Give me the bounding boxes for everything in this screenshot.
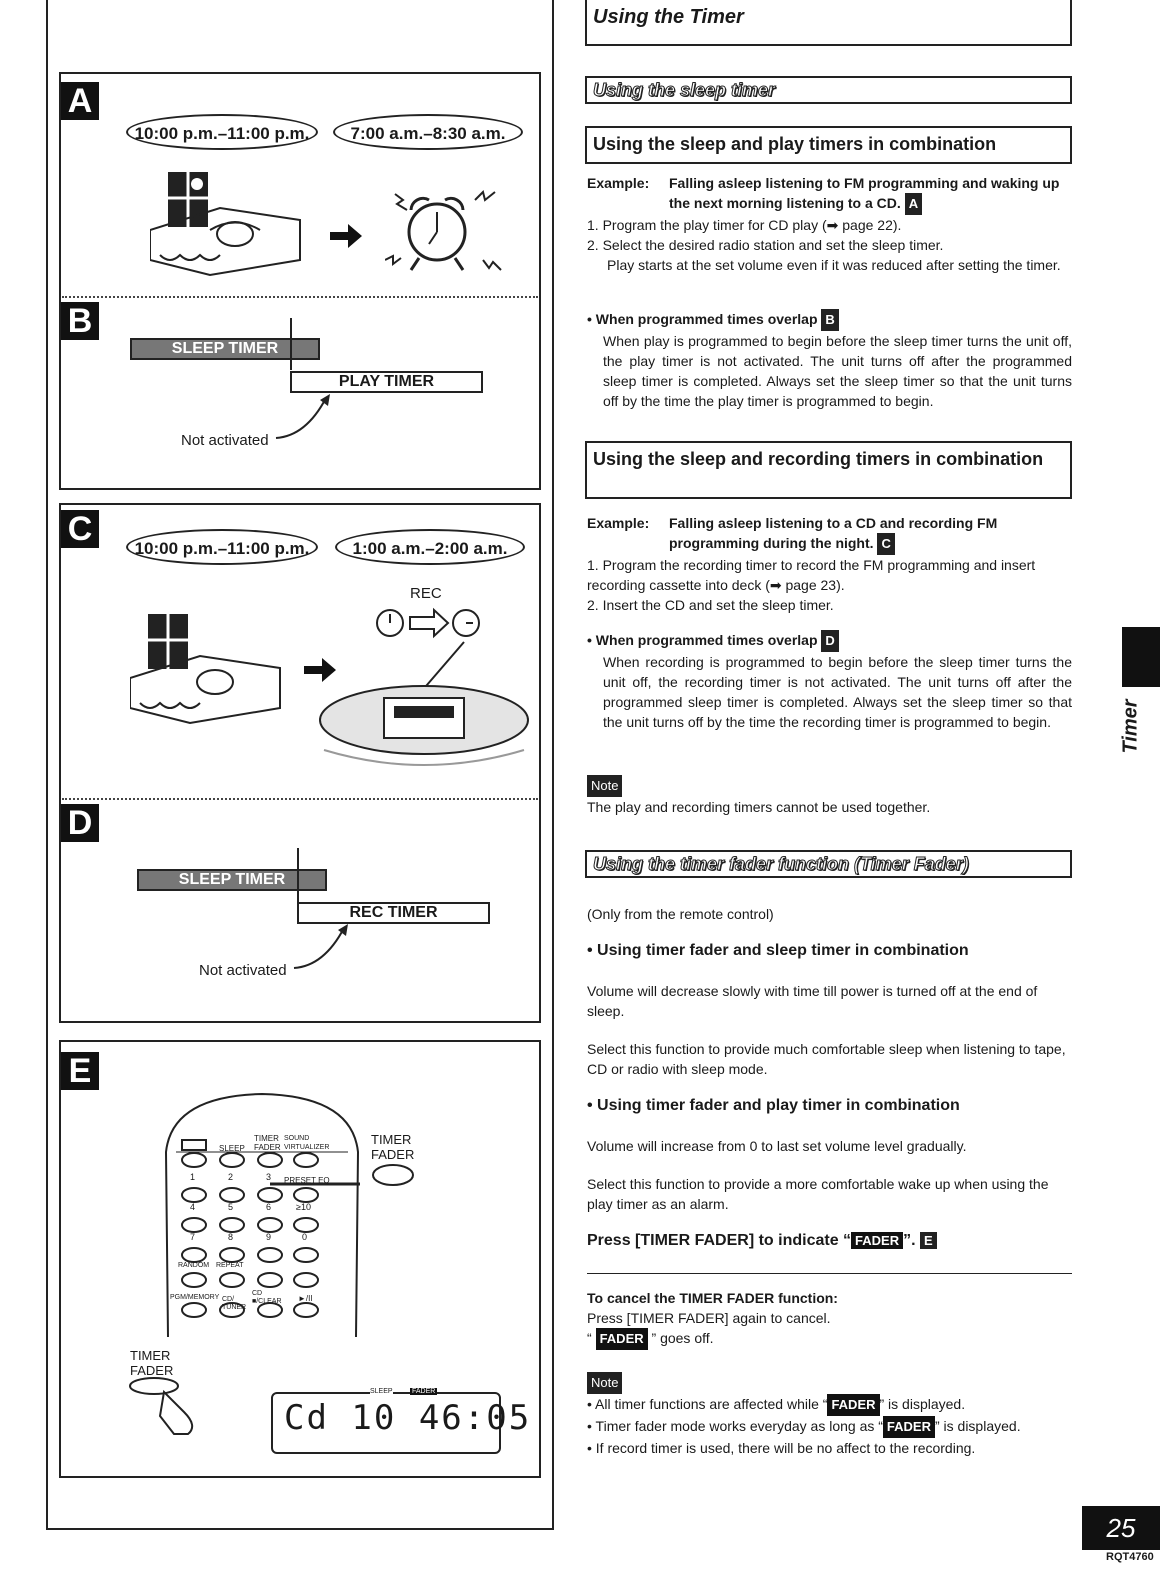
fader-sleep-p1: Volume will decrease slowly with time till power is turned off at the end of sleep. xyxy=(587,983,1038,1019)
overlap-2-text: When recording is programmed to begin before the sleep timer turns the unit off, the recording timer is not activated. The unit turns off after the programmed sleep timer is completed. Always set the sleep timer so that the unit turns off by the time the recording timer is programmed to begin. xyxy=(603,654,1072,730)
not-activated-label-d: Not activated xyxy=(199,962,287,979)
arrow-right-icon xyxy=(328,222,364,250)
press-post: ”. xyxy=(903,1232,916,1249)
remote-key-9: 9 xyxy=(266,1232,272,1242)
remote-key-1: 1 xyxy=(190,1172,196,1182)
note-2-item-1-post: ” is displayed. xyxy=(879,1396,966,1412)
step-2-1: 1. Program the recording timer to record the FM programming and insert recording cassette into deck (➡ page 23). xyxy=(587,557,1036,593)
remote-key-3: 3 xyxy=(266,1172,272,1182)
remote-key-0: 0 xyxy=(302,1232,308,1242)
remote-key-4: 4 xyxy=(190,1202,196,1212)
step-2: 2. Select the desired radio station and set the sleep timer. xyxy=(587,237,944,253)
ref-b: B xyxy=(821,309,838,331)
note-2-item-1: • All timer functions are affected while “ FADER ” is displayed. xyxy=(587,1394,1072,1416)
sleep-timer-bar: SLEEP TIMER xyxy=(130,338,320,360)
fader-badge-4: FADER xyxy=(883,1416,935,1438)
fader-sleep-head-text: Using timer fader and sleep timer in combination xyxy=(597,942,969,959)
panel-letter-c: C xyxy=(61,510,99,548)
press-pre: Press [TIMER FADER] to indicate “ xyxy=(587,1232,852,1249)
remote-key-5: 5 xyxy=(228,1202,234,1212)
step-2-detail: Play starts at the set volume even if it was reduced after setting the timer. xyxy=(607,257,1061,273)
overlap-2-head: When programmed times overlap xyxy=(595,632,818,648)
panel-letter-b: B xyxy=(61,302,99,340)
boombox-illustration xyxy=(314,640,534,770)
remote-label-sleep: SLEEP xyxy=(219,1144,245,1153)
sleeping-person-illustration-c xyxy=(130,608,300,728)
ref-d: D xyxy=(821,630,838,652)
side-tab-label: Timer xyxy=(1119,699,1142,754)
remote-key-ge10: ≥10 xyxy=(296,1202,311,1212)
page-title-text: Using the Timer xyxy=(593,6,744,28)
note-2 xyxy=(587,1372,1072,1458)
note-2-item-2-post: ” is displayed. xyxy=(934,1418,1021,1434)
remote-label-clear: CD ■/CLEAR xyxy=(252,1290,282,1305)
time-oval-rec: 1:00 a.m.–2:00 a.m. xyxy=(335,529,525,565)
rec-timer-bar: REC TIMER xyxy=(297,902,490,924)
timer-fader-button-callout xyxy=(370,1162,416,1188)
pointer-arrow-d xyxy=(290,922,360,972)
time-oval-wake: 7:00 a.m.–8:30 a.m. xyxy=(333,114,523,150)
note-2-label: Note xyxy=(587,1372,622,1394)
not-activated-label: Not activated xyxy=(181,432,269,449)
ref-a: A xyxy=(905,193,922,215)
lcd-fader-indicator: FADER xyxy=(412,1388,436,1395)
alarm-clock-illustration xyxy=(385,180,505,280)
example-2-wrap xyxy=(669,513,1072,555)
time-oval-sleep: 10:00 p.m.–11:00 p.m. xyxy=(126,114,318,150)
note-1 xyxy=(587,775,1072,817)
sub-sleep-recording xyxy=(585,441,1072,499)
example-2-text: Falling asleep listening to a CD and recording FM programming during the night. xyxy=(669,515,998,551)
note-2-item-1-pre: All timer functions are affected while “ xyxy=(595,1396,828,1412)
overlap-1-text: When play is programmed to begin before the sleep timer turns the unit off, the play timer is not activated. The unit turns off after the programmed sleep timer is completed. Always set the sleep timer so that the unit turns off by the time the play timer is programmed to begin. xyxy=(603,333,1072,409)
remote-label-play: ►/II xyxy=(298,1294,313,1303)
sub-sleep-play xyxy=(585,126,1072,164)
section-sleep-timer-heading: Using the sleep timer xyxy=(585,76,1072,104)
example-1 xyxy=(587,173,1072,275)
example-2-label: Example: xyxy=(587,515,650,531)
sub-sleep-recording-text: Using the sleep and recording timers in combination xyxy=(593,449,1044,469)
note-label: Note xyxy=(587,775,622,797)
note-2-item-2: • Timer fader mode works everyday as long as “ FADER ” is displayed. xyxy=(587,1416,1072,1438)
press-instruction xyxy=(587,1232,937,1250)
cancel-l2-post: ” goes off. xyxy=(651,1330,714,1346)
cancel-line-2: “ FADER ” goes off. xyxy=(587,1328,1072,1350)
example-2 xyxy=(587,513,1072,615)
remote-label-timer-fader: TIMER FADER xyxy=(254,1134,281,1152)
remote-label-random: RANDOM xyxy=(178,1262,210,1269)
cancel-section xyxy=(587,1288,1072,1350)
sleeping-person-illustration xyxy=(150,160,320,280)
remote-label-cd-tuner: CD/ TUNER xyxy=(222,1296,247,1311)
play-timer-bar: PLAY TIMER xyxy=(290,371,483,393)
lcd-readout: Cd 10 46:05 xyxy=(284,1398,532,1438)
fader-play-p2: Select this function to provide a more comfortable wake up when using the play timer as an alarm. xyxy=(587,1176,1049,1212)
panel-letter-e: E xyxy=(61,1052,99,1090)
remote-key-6: 6 xyxy=(266,1202,272,1212)
fader-play-head: • Using timer fader and play timer in combination xyxy=(587,1097,960,1114)
side-tab-marker xyxy=(1122,627,1160,687)
remote-label-preset-eq: PRESET EQ xyxy=(284,1176,330,1185)
remote-label-repeat: REPEAT xyxy=(216,1262,244,1269)
page-title xyxy=(585,0,1072,46)
overlap-1-head: When programmed times overlap xyxy=(595,311,818,327)
panel-letter-d: D xyxy=(61,804,99,842)
remote-key-2: 2 xyxy=(228,1172,234,1182)
ref-c: C xyxy=(877,533,894,555)
hand-pressing-icon xyxy=(124,1376,214,1436)
timeline-tick xyxy=(290,318,292,370)
remote-key-7: 7 xyxy=(190,1232,196,1242)
fader-badge: FADER xyxy=(851,1232,903,1249)
page-number: 25 xyxy=(1082,1506,1160,1550)
fader-sleep-p2: Select this function to provide much comfortable sleep when listening to tape, CD or radio with sleep mode. xyxy=(587,1041,1066,1077)
sleep-timer-bar-d: SLEEP TIMER xyxy=(137,869,327,891)
rec-label: REC xyxy=(410,585,442,602)
note-2-item-2-pre: Timer fader mode works everyday as long as “ xyxy=(595,1418,883,1434)
fader-play-p1: Volume will increase from 0 to last set volume level gradually. xyxy=(587,1138,967,1154)
note-2-item-3: • If record timer is used, there will be no affect to the recording. xyxy=(587,1440,976,1456)
overlap-2: • When programmed times overlap D When recording is programmed to begin before the sleep timer turns the unit off, the recording timer is not activated. The unit turns off after the programmed sleep timer is completed. Always set the sleep timer so that the unit turns off by the time the recording timer is programmed to begin. xyxy=(587,632,1072,730)
divider-dotted xyxy=(62,296,538,298)
fader-badge-2: FADER xyxy=(596,1328,648,1350)
cancel-line-1: Press [TIMER FADER] again to cancel. xyxy=(587,1310,831,1326)
remote-only: (Only from the remote control) xyxy=(587,906,774,922)
step-2-2: 2. Insert the CD and set the sleep timer. xyxy=(587,597,834,613)
time-oval-sleep-c: 10:00 p.m.–11:00 p.m. xyxy=(126,529,318,565)
timer-fader-callout-label: TIMER FADER xyxy=(371,1132,415,1162)
fader-badge-3: FADER xyxy=(827,1394,879,1416)
divider-dotted-2 xyxy=(62,798,538,800)
timer-fader-bottom-label: TIMER FADER xyxy=(130,1348,174,1378)
divider-line xyxy=(587,1273,1072,1274)
fader-sleep-head: • Using timer fader and sleep timer in combination xyxy=(587,942,969,959)
remote-label-sound: SOUND VIRTUALIZER xyxy=(284,1135,330,1151)
ref-e: E xyxy=(920,1232,937,1249)
overlap-1: • When programmed times overlap B When play is programmed to begin before the sleep timer turns the unit off, the play timer is not activated. The unit turns off after the programmed sleep timer is completed. Always set the sleep timer so that the unit turns off by the time the play timer is programmed to begin. xyxy=(587,311,1072,409)
example-label: Example: xyxy=(587,175,650,191)
sub-sleep-play-text: Using the sleep and play timers in combination xyxy=(593,134,997,154)
example-1-text: Falling asleep listening to FM programming and waking up the next morning listening to a CD. xyxy=(669,175,1060,211)
remote-label-pgm: PGM/MEMORY xyxy=(170,1294,220,1301)
fader-play-head-text: Using timer fader and play timer in combination xyxy=(597,1097,960,1114)
note-1-text: The play and recording timers cannot be used together. xyxy=(587,799,931,815)
cancel-head: To cancel the TIMER FADER function: xyxy=(587,1290,838,1306)
doc-code: RQT4760 xyxy=(1106,1551,1154,1563)
pointer-arrow xyxy=(272,392,342,442)
panel-letter-a: A xyxy=(61,82,99,120)
remote-key-8: 8 xyxy=(228,1232,234,1242)
section-timer-fader-heading: Using the timer fader function (Timer Fader) xyxy=(585,850,1072,878)
lcd-sleep-indicator: SLEEP xyxy=(370,1388,393,1395)
clock-to-clock-icon xyxy=(374,606,484,640)
timeline-tick-d xyxy=(297,848,299,902)
step-1: 1. Program the play timer for CD play (➡ page 22). xyxy=(587,217,902,233)
example-text xyxy=(669,173,1072,215)
note-2-item-3-pre: If record timer is used, there will be no affect to the recording. xyxy=(595,1440,976,1456)
